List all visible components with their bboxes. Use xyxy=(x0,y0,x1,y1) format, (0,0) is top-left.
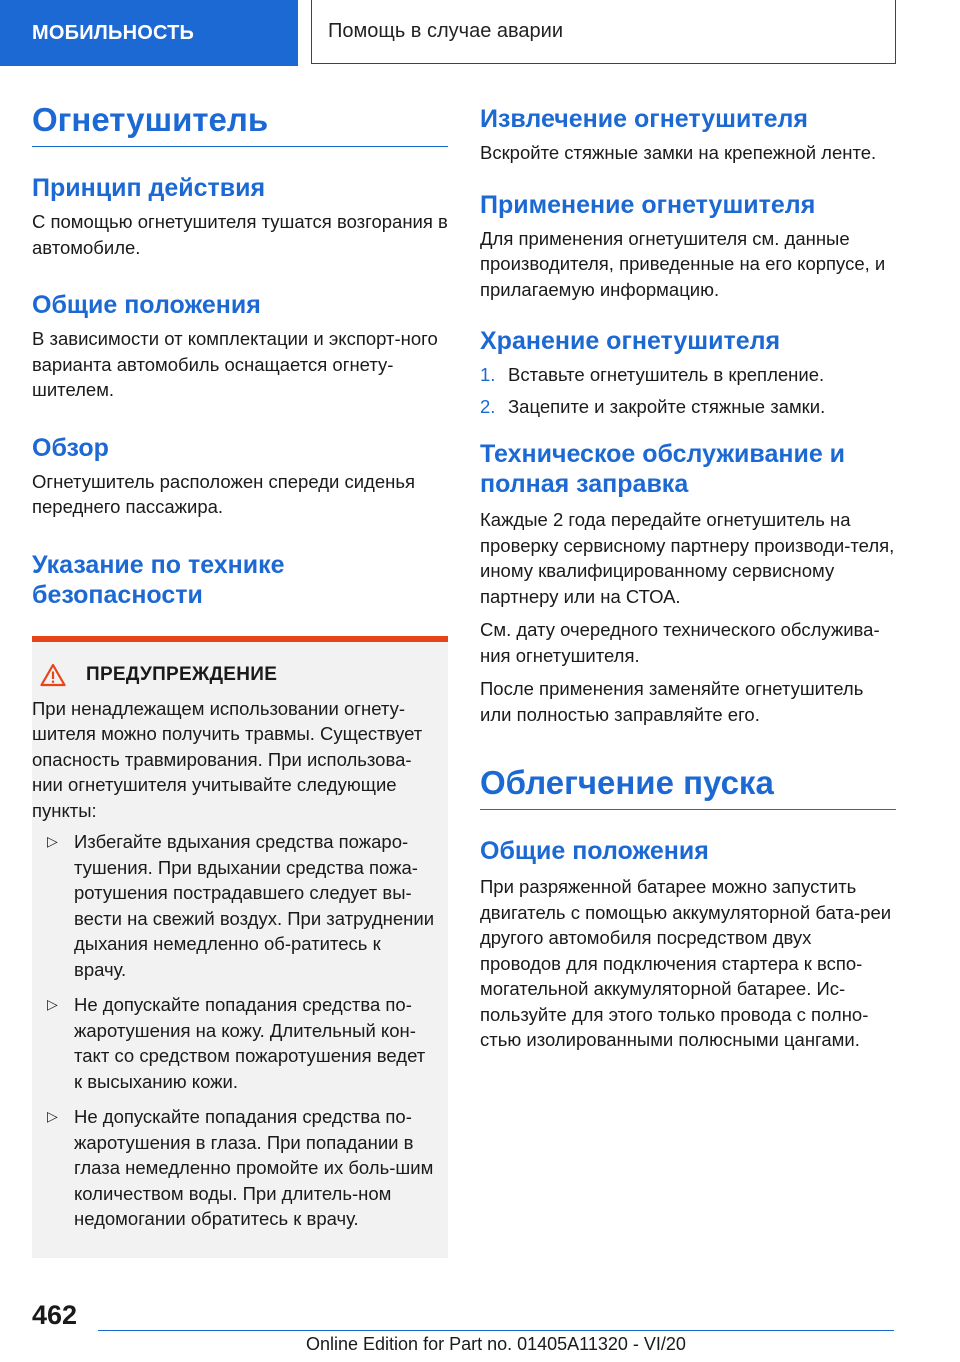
text-service-3: После применения заменяйте огнетушитель или полностью заправляйте его. xyxy=(480,678,864,725)
section-tab: МОБИЛЬНОСТЬ xyxy=(0,0,298,66)
heading-extract: Извлечение огнетушителя xyxy=(480,105,808,133)
step-text: Вставьте огнетушитель в крепление. xyxy=(508,364,825,385)
text-overview: Огнетушитель расположен спереди сиденья переднего пассажира. xyxy=(32,470,416,517)
step-number: 2. xyxy=(480,395,496,417)
list-item xyxy=(480,394,896,420)
storage-steps xyxy=(480,362,896,419)
warning-header xyxy=(32,660,436,690)
list-item xyxy=(480,362,896,388)
bullet-marker-icon: ▷ xyxy=(47,996,58,1012)
bullet-marker-icon: ▷ xyxy=(47,833,58,849)
page-number: 462 xyxy=(32,1300,78,1330)
bullet-text: Не допускайте попадания средства по-жаротушения в глаза. При попадании в глаза немедленно промойте их боль-шим количеством воды. При длитель-ном недомогании обратитесь к врачу. xyxy=(74,1106,434,1229)
list-item xyxy=(32,992,436,1094)
text-service-1: Каждые 2 года передайте огнетушитель на проверку сервисному партнеру производи-теля, иному квалифицированному сервисному партнеру или на СТОА. xyxy=(480,509,895,607)
bullet-text: Избегайте вдыхания средства пожаро-тушения. При вдыхании средства пожа-ротушения пострадавшего следует вы-вести на свежий воздух. При затруднении дыхания немедленно об-ратитесь к врачу. xyxy=(74,831,435,980)
heading-general: Общие положения xyxy=(32,291,261,319)
heading-storage: Хранение огнетушителя xyxy=(480,327,781,355)
heading-principle: Принцип действия xyxy=(32,174,266,202)
warning-triangle-icon xyxy=(40,663,66,687)
footer-edition: Online Edition for Part no. 01405A11320 - VI/20 xyxy=(306,1334,686,1354)
footer-divider xyxy=(98,1330,894,1331)
text-general: В зависимости от комплектации и экспорт-ного варианта автомобиль оснащается огнету-шителем. xyxy=(32,328,438,400)
heading-use: Применение огнетушителя xyxy=(480,190,816,219)
text-use: Для применения огнетушителя см. данные производителя, приведенные на его корпусе, и прилагаемую информацию. xyxy=(480,227,886,300)
bullet-text: Не допускайте попадания средства по-жаротушения на кожу. Длительный кон-такт со средством пожаротушения ведет к высыханию кожи. xyxy=(74,994,426,1092)
step-number: 1. xyxy=(480,364,496,385)
text-principle: С помощью огнетушителя тушатся возгорания в автомобиле. xyxy=(32,211,448,258)
heading-overview: Обзор xyxy=(32,433,109,462)
heading-safety: Указание по технике безопасности xyxy=(32,550,285,609)
left-column xyxy=(32,100,448,1258)
page-title-fire-extinguisher: Огнетушитель xyxy=(32,100,448,147)
title-jump-start: Облегчение пуска xyxy=(480,763,896,810)
warning-box xyxy=(32,636,448,1258)
heading-service: Техническое обслуживание и полная заправка xyxy=(480,440,846,498)
step-text: Зацепите и закройте стяжные замки. xyxy=(508,395,826,417)
page-header xyxy=(0,0,960,66)
list-item xyxy=(32,1104,436,1232)
chapter-title: Помощь в случае аварии xyxy=(311,0,896,64)
bullet-marker-icon: ▷ xyxy=(47,1108,58,1124)
right-column xyxy=(480,100,896,1053)
text-service-2: См. дату очередного технического обслужива-ния огнетушителя. xyxy=(480,619,880,666)
warning-title: ПРЕДУПРЕЖДЕНИЕ xyxy=(86,663,278,685)
text-jumpstart: При разряженной батарее можно запустить двигатель с помощью аккумуляторной бата-реи другого автомобиля посредством двух проводов для подключения стартера к вспо-могательной аккумуляторной батарее. Ис-пользуйте для этого только провода с полно-стью изолированными полюсными цангами. xyxy=(480,876,892,1050)
warning-intro: При ненадлежащем использовании огнету-шителя можно получить травмы. Существует опасность травмирования. При использова-нии огнетушителя учитывайте следующие пункты: xyxy=(32,697,423,821)
list-item xyxy=(32,829,436,982)
text-extract: Вскройте стяжные замки на крепежной ленте. xyxy=(480,142,877,163)
warning-bullets xyxy=(32,829,436,1232)
heading-jumpstart-general: Общие положения xyxy=(480,837,709,865)
